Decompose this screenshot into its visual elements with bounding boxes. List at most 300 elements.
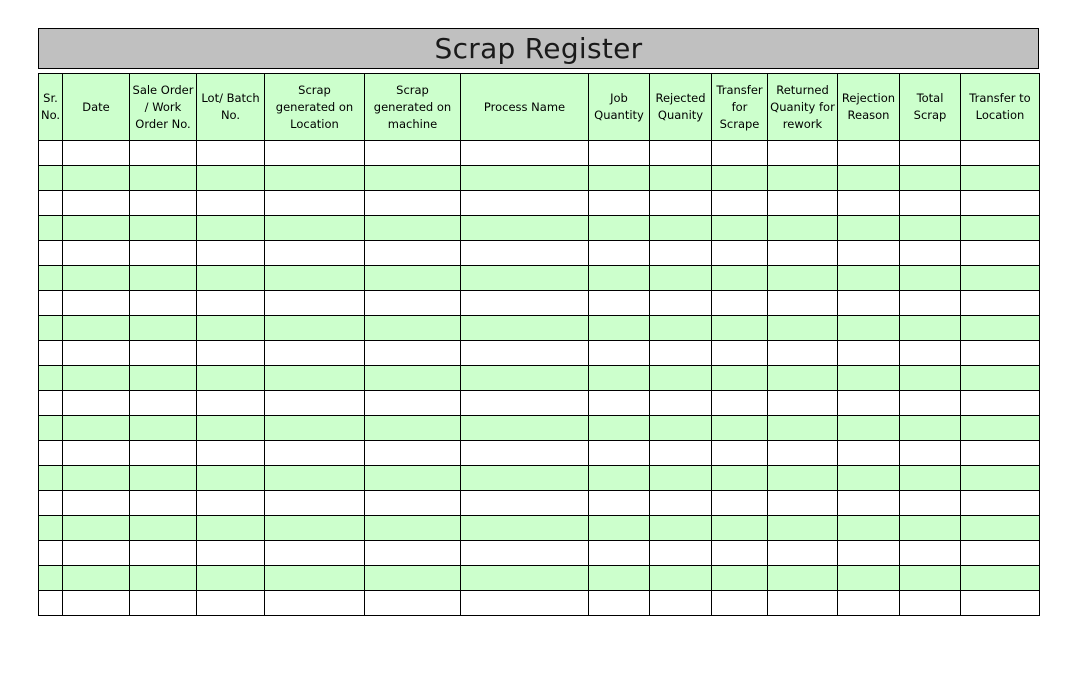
table-cell[interactable] [650,166,712,191]
table-cell[interactable] [961,166,1040,191]
header-process-name: Process Name [461,74,589,141]
table-cell[interactable] [63,391,130,416]
table-cell[interactable] [461,291,589,316]
table-cell[interactable] [961,366,1040,391]
table-row [39,541,1040,566]
table-cell[interactable] [39,416,63,441]
table-row [39,291,1040,316]
table-cell[interactable] [39,566,63,591]
table-cell[interactable] [838,491,900,516]
table-cell[interactable] [961,291,1040,316]
table-cell[interactable] [650,291,712,316]
table-cell[interactable] [365,341,461,366]
table-cell[interactable] [265,191,365,216]
table-cell[interactable] [650,516,712,541]
table-cell[interactable] [265,516,365,541]
table-cell[interactable] [961,316,1040,341]
table-cell[interactable] [768,541,838,566]
table-cell[interactable] [461,166,589,191]
table-cell[interactable] [461,191,589,216]
table-cell[interactable] [197,441,265,466]
table-cell[interactable] [461,341,589,366]
table-cell[interactable] [265,566,365,591]
table-cell[interactable] [365,216,461,241]
table-row [39,216,1040,241]
table-cell[interactable] [365,491,461,516]
table-cell[interactable] [130,191,197,216]
table-cell[interactable] [961,141,1040,166]
table-cell[interactable] [265,266,365,291]
table-cell[interactable] [838,141,900,166]
table-cell[interactable] [900,191,961,216]
table-cell[interactable] [461,366,589,391]
table-cell[interactable] [589,341,650,366]
table-cell[interactable] [197,366,265,391]
table-cell[interactable] [265,416,365,441]
table-cell[interactable] [461,441,589,466]
table-cell[interactable] [197,416,265,441]
table-cell[interactable] [650,366,712,391]
table-cell[interactable] [961,416,1040,441]
table-cell[interactable] [838,216,900,241]
table-cell[interactable] [39,166,63,191]
table-cell[interactable] [768,591,838,616]
header-transfer-to-location: Transfer to Location [961,74,1040,141]
table-cell[interactable] [589,216,650,241]
scrap-register-table [38,73,1040,616]
table-cell[interactable] [838,466,900,491]
table-cell[interactable] [712,141,768,166]
table-cell[interactable] [39,391,63,416]
table-cell[interactable] [197,266,265,291]
table-cell[interactable] [130,541,197,566]
table-cell[interactable] [838,291,900,316]
table-cell[interactable] [63,491,130,516]
table-cell[interactable] [265,291,365,316]
table-cell[interactable] [39,591,63,616]
table-cell[interactable] [365,241,461,266]
table-cell[interactable] [768,416,838,441]
table-cell[interactable] [900,441,961,466]
table-cell[interactable] [712,291,768,316]
table-cell[interactable] [63,191,130,216]
table-cell[interactable] [589,366,650,391]
table-cell[interactable] [650,491,712,516]
table-cell[interactable] [39,241,63,266]
table-cell[interactable] [961,391,1040,416]
table-cell[interactable] [130,416,197,441]
table-cell[interactable] [712,441,768,466]
table-cell[interactable] [130,391,197,416]
table-cell[interactable] [365,191,461,216]
table-cell[interactable] [589,516,650,541]
table-cell[interactable] [650,391,712,416]
table-cell[interactable] [900,591,961,616]
table-cell[interactable] [461,591,589,616]
table-cell[interactable] [197,191,265,216]
table-cell[interactable] [838,541,900,566]
header-date: Date [63,74,130,141]
table-cell[interactable] [650,266,712,291]
table-cell[interactable] [197,341,265,366]
table-cell[interactable] [900,491,961,516]
table-cell[interactable] [39,141,63,166]
table-cell[interactable] [650,541,712,566]
table-cell[interactable] [900,391,961,416]
table-cell[interactable] [63,416,130,441]
table-cell[interactable] [961,341,1040,366]
table-cell[interactable] [712,516,768,541]
table-cell[interactable] [712,341,768,366]
table-cell[interactable] [130,516,197,541]
table-cell[interactable] [589,491,650,516]
table-cell[interactable] [197,491,265,516]
table-cell[interactable] [130,491,197,516]
table-cell[interactable] [712,416,768,441]
table-cell[interactable] [130,566,197,591]
table-row [39,491,1040,516]
table-cell[interactable] [197,241,265,266]
table-cell[interactable] [265,441,365,466]
table-cell[interactable] [900,566,961,591]
header-job-quantity: Job Quantity [589,74,650,141]
table-cell[interactable] [900,141,961,166]
table-cell[interactable] [589,166,650,191]
table-cell[interactable] [712,216,768,241]
table-cell[interactable] [461,516,589,541]
table-cell[interactable] [197,566,265,591]
register-title: Scrap Register [38,28,1039,69]
table-row [39,266,1040,291]
table-cell[interactable] [197,591,265,616]
table-row [39,366,1040,391]
table-cell[interactable] [961,241,1040,266]
table-cell[interactable] [39,316,63,341]
table-cell[interactable] [589,541,650,566]
table-cell[interactable] [961,441,1040,466]
table-cell[interactable] [265,366,365,391]
table-cell[interactable] [63,516,130,541]
table-cell[interactable] [589,466,650,491]
table-cell[interactable] [838,591,900,616]
table-cell[interactable] [589,391,650,416]
table-cell[interactable] [900,266,961,291]
table-cell[interactable] [768,491,838,516]
table-cell[interactable] [589,241,650,266]
table-cell[interactable] [130,591,197,616]
header-scrap-generated-on-machine: Scrap generated on machine [365,74,461,141]
table-cell[interactable] [461,141,589,166]
table-row [39,166,1040,191]
table-cell[interactable] [712,391,768,416]
table-row [39,466,1040,491]
table-cell[interactable] [961,216,1040,241]
table-cell[interactable] [197,516,265,541]
table-cell[interactable] [589,316,650,341]
table-cell[interactable] [39,441,63,466]
table-cell[interactable] [197,291,265,316]
table-cell[interactable] [197,216,265,241]
table-cell[interactable] [768,141,838,166]
table-cell[interactable] [712,266,768,291]
table-cell[interactable] [768,341,838,366]
table-cell[interactable] [265,241,365,266]
table-cell[interactable] [961,591,1040,616]
table-cell[interactable] [63,541,130,566]
table-cell[interactable] [365,516,461,541]
table-cell[interactable] [650,316,712,341]
table-row [39,241,1040,266]
table-cell[interactable] [39,466,63,491]
table-cell[interactable] [63,141,130,166]
table-cell[interactable] [900,166,961,191]
table-cell[interactable] [365,366,461,391]
table-cell[interactable] [900,316,961,341]
table-cell[interactable] [712,191,768,216]
table-cell[interactable] [768,241,838,266]
table-cell[interactable] [265,591,365,616]
table-cell[interactable] [461,541,589,566]
table-cell[interactable] [712,316,768,341]
table-cell[interactable] [900,416,961,441]
table-cell[interactable] [589,141,650,166]
table-cell[interactable] [365,466,461,491]
table-row [39,316,1040,341]
table-cell[interactable] [650,141,712,166]
table-cell[interactable] [650,566,712,591]
table-cell[interactable] [39,216,63,241]
table-row [39,391,1040,416]
table-cell[interactable] [900,241,961,266]
header-rejected-quanity: Rejected Quanity [650,74,712,141]
table-cell[interactable] [768,216,838,241]
table-cell[interactable] [365,591,461,616]
table-cell[interactable] [197,391,265,416]
table-row [39,516,1040,541]
table-cell[interactable] [265,391,365,416]
table-cell[interactable] [768,316,838,341]
table-cell[interactable] [39,266,63,291]
table-cell[interactable] [365,416,461,441]
table-cell[interactable] [650,241,712,266]
table-cell[interactable] [39,291,63,316]
table-cell[interactable] [650,191,712,216]
table-cell[interactable] [838,366,900,391]
table-cell[interactable] [900,216,961,241]
table-cell[interactable] [838,391,900,416]
table-cell[interactable] [712,241,768,266]
table-cell[interactable] [838,341,900,366]
table-cell[interactable] [365,441,461,466]
table-cell[interactable] [768,366,838,391]
table-cell[interactable] [130,141,197,166]
table-row [39,591,1040,616]
table-cell[interactable] [961,491,1040,516]
table-cell[interactable] [838,241,900,266]
table-cell[interactable] [900,516,961,541]
table-cell[interactable] [461,491,589,516]
table-cell[interactable] [265,466,365,491]
table-cell[interactable] [265,491,365,516]
table-cell[interactable] [712,541,768,566]
table-row [39,191,1040,216]
table-cell[interactable] [39,341,63,366]
table-cell[interactable] [838,191,900,216]
table-cell[interactable] [130,341,197,366]
table-cell[interactable] [365,541,461,566]
table-cell[interactable] [265,141,365,166]
table-cell[interactable] [461,216,589,241]
table-cell[interactable] [63,591,130,616]
table-cell[interactable] [265,341,365,366]
table-cell[interactable] [961,466,1040,491]
header-row [39,74,1040,141]
table-row [39,341,1040,366]
table-cell[interactable] [265,166,365,191]
table-cell[interactable] [365,266,461,291]
table-cell[interactable] [838,316,900,341]
table-cell[interactable] [712,591,768,616]
table-row [39,566,1040,591]
table-cell[interactable] [197,141,265,166]
table-cell[interactable] [838,516,900,541]
table-cell[interactable] [589,266,650,291]
table-cell[interactable] [768,566,838,591]
table-cell[interactable] [365,141,461,166]
table-cell[interactable] [712,466,768,491]
table-cell[interactable] [838,166,900,191]
table-cell[interactable] [365,391,461,416]
table-cell[interactable] [900,541,961,566]
table-cell[interactable] [365,166,461,191]
header-sr-no: Sr. No. [39,74,63,141]
table-cell[interactable] [768,291,838,316]
table-cell[interactable] [712,491,768,516]
table-cell[interactable] [130,466,197,491]
table-cell[interactable] [712,566,768,591]
table-cell[interactable] [768,266,838,291]
table-cell[interactable] [63,366,130,391]
table-cell[interactable] [838,441,900,466]
table-cell[interactable] [650,591,712,616]
table-cell[interactable] [900,366,961,391]
header-sale-order-work-order-no: Sale Order / Work Order No. [130,74,197,141]
table-cell[interactable] [768,466,838,491]
table-cell[interactable] [197,316,265,341]
table-cell[interactable] [130,366,197,391]
table-cell[interactable] [63,241,130,266]
table-cell[interactable] [650,466,712,491]
table-cell[interactable] [365,291,461,316]
table-cell[interactable] [712,166,768,191]
table-cell[interactable] [589,191,650,216]
table-cell[interactable] [589,441,650,466]
table-cell[interactable] [63,266,130,291]
table-cell[interactable] [365,316,461,341]
table-cell[interactable] [650,216,712,241]
table-cell[interactable] [39,516,63,541]
table-cell[interactable] [768,516,838,541]
table-cell[interactable] [838,266,900,291]
header-scrap-generated-on-location: Scrap generated on Location [265,74,365,141]
table-cell[interactable] [650,441,712,466]
header-returned-quanity-for-rework: Returned Quanity for rework [768,74,838,141]
header-total-scrap: Total Scrap [900,74,961,141]
table-cell[interactable] [838,416,900,441]
table-cell[interactable] [961,191,1040,216]
table-cell[interactable] [63,291,130,316]
table-cell[interactable] [39,491,63,516]
table-cell[interactable] [39,366,63,391]
table-cell[interactable] [768,191,838,216]
table-cell[interactable] [39,191,63,216]
table-cell[interactable] [63,441,130,466]
table-row [39,416,1040,441]
table-cell[interactable] [961,566,1040,591]
table-cell[interactable] [900,291,961,316]
table-cell[interactable] [712,366,768,391]
table-cell[interactable] [63,316,130,341]
table-cell[interactable] [650,341,712,366]
table-cell[interactable] [900,466,961,491]
table-cell[interactable] [130,216,197,241]
table-cell[interactable] [461,391,589,416]
scrap-register-sheet [38,28,1039,616]
table-cell[interactable] [589,291,650,316]
table-cell[interactable] [961,541,1040,566]
table-cell[interactable] [650,416,712,441]
table-cell[interactable] [63,341,130,366]
table-cell[interactable] [130,241,197,266]
table-cell[interactable] [197,166,265,191]
table-cell[interactable] [961,266,1040,291]
table-cell[interactable] [130,316,197,341]
table-cell[interactable] [461,241,589,266]
table-cell[interactable] [130,266,197,291]
table-cell[interactable] [130,291,197,316]
table-cell[interactable] [461,566,589,591]
table-cell[interactable] [63,466,130,491]
table-cell[interactable] [197,541,265,566]
table-cell[interactable] [961,516,1040,541]
table-cell[interactable] [365,566,461,591]
table-cell[interactable] [461,466,589,491]
table-cell[interactable] [768,166,838,191]
table-cell[interactable] [768,441,838,466]
table-cell[interactable] [63,566,130,591]
table-cell[interactable] [768,391,838,416]
table-cell[interactable] [265,541,365,566]
table-cell[interactable] [265,316,365,341]
table-cell[interactable] [130,441,197,466]
table-cell[interactable] [197,466,265,491]
table-cell[interactable] [130,166,197,191]
header-transfer-for-scrape: Transfer for Scrape [712,74,768,141]
table-cell[interactable] [461,416,589,441]
table-cell[interactable] [589,416,650,441]
table-cell[interactable] [63,216,130,241]
table-cell[interactable] [838,566,900,591]
table-cell[interactable] [589,566,650,591]
table-cell[interactable] [900,341,961,366]
table-row [39,441,1040,466]
table-cell[interactable] [461,266,589,291]
table-cell[interactable] [265,216,365,241]
table-cell[interactable] [461,316,589,341]
table-cell[interactable] [39,541,63,566]
table-cell[interactable] [589,591,650,616]
table-cell[interactable] [63,166,130,191]
